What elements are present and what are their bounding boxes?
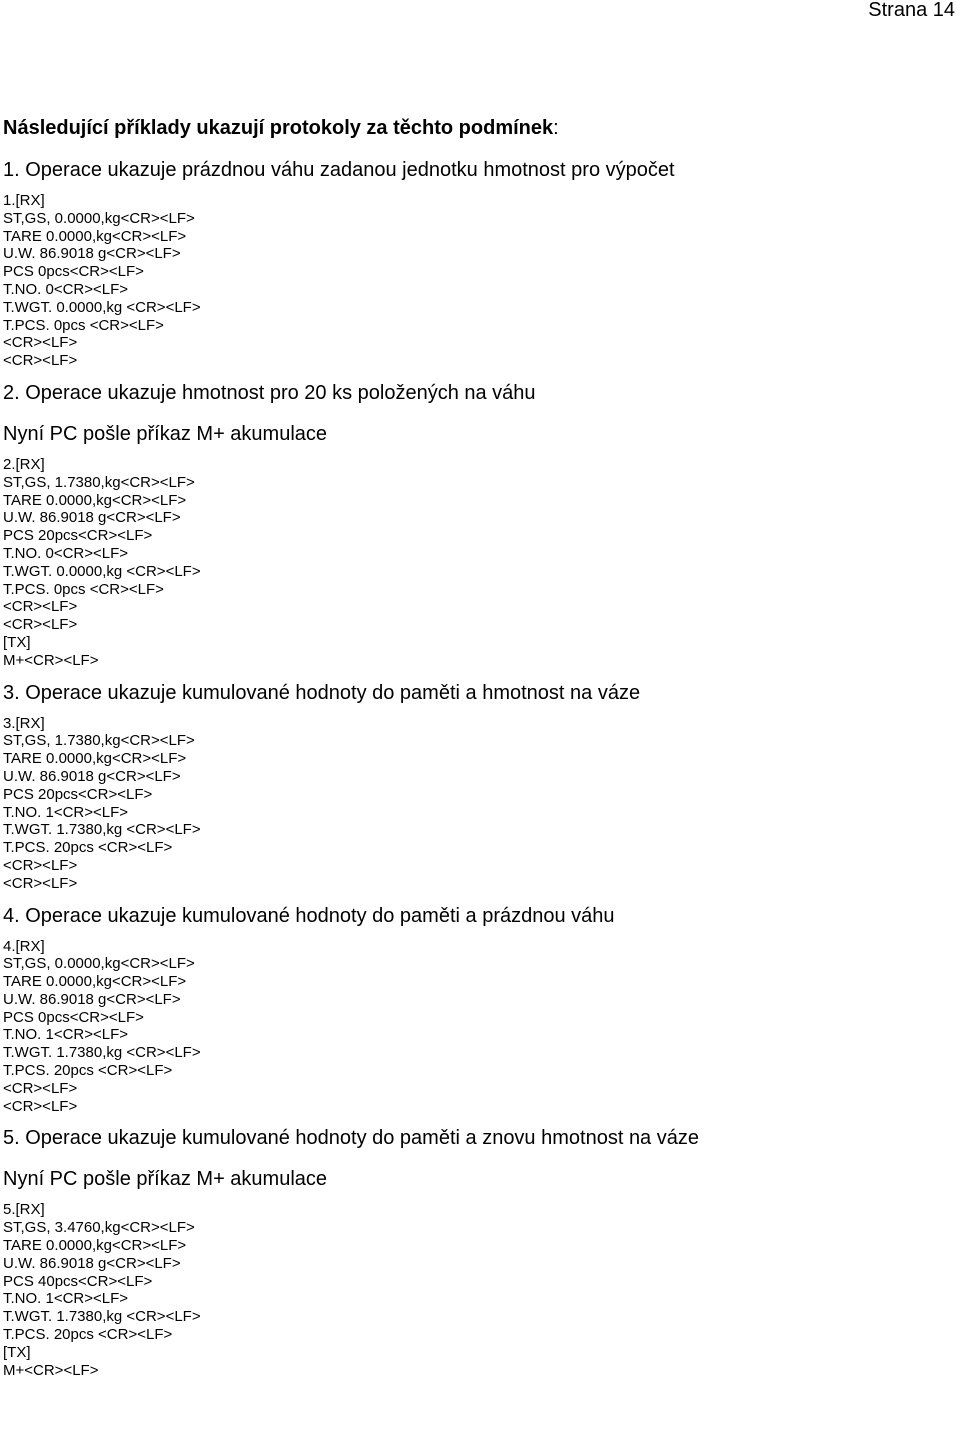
protocol-line: TARE 0.0000,kg<CR><LF> <box>3 1237 187 1255</box>
protocol-line: 3.[RX] <box>3 714 45 732</box>
operation-title: 4. Operace ukazuje kumulované hodnoty do paměti a prázdnou váhu <box>3 904 615 927</box>
operation-title: 2. Operace ukazuje hmotnost pro 20 ks položených na váhu <box>3 381 536 404</box>
protocol-line: TARE 0.0000,kg<CR><LF> <box>3 227 187 245</box>
protocol-line: TARE 0.0000,kg<CR><LF> <box>3 973 187 991</box>
protocol-line: U.W. 86.9018 g<CR><LF> <box>3 767 181 785</box>
protocol-line: <CR><LF> <box>3 352 78 370</box>
protocol-listing <box>3 456 953 670</box>
protocol-section <box>3 904 953 1116</box>
protocol-line: T.PCS. 20pcs <CR><LF> <box>3 839 173 857</box>
document-heading <box>3 116 953 140</box>
protocol-line: <CR><LF> <box>3 616 78 634</box>
protocol-line: 1.[RX] <box>3 192 45 209</box>
operation-title: 3. Operace ukazuje kumulované hodnoty do paměti a hmotnost na váze <box>3 681 641 704</box>
protocol-line: T.NO. 1<CR><LF> <box>3 1026 129 1044</box>
document-body <box>3 116 953 1390</box>
protocol-line: PCS 40pcs<CR><LF> <box>3 1272 153 1290</box>
protocol-line: <CR><LF> <box>3 1079 78 1097</box>
protocol-line: ST,GS, 3.4760,kg<CR><LF> <box>3 1219 195 1237</box>
protocol-line: PCS 20pcs<CR><LF> <box>3 785 153 803</box>
protocol-line: T.WGT. 1.7380,kg <CR><LF> <box>3 1044 201 1062</box>
protocol-line: ST,GS, 0.0000,kg<CR><LF> <box>3 209 195 227</box>
protocol-listing <box>3 1201 953 1379</box>
protocol-line: U.W. 86.9018 g<CR><LF> <box>3 509 181 527</box>
heading-text: Následující příklady ukazují protokoly za těchto podmínek <box>3 117 554 139</box>
protocol-line: U.W. 86.9018 g<CR><LF> <box>3 245 181 263</box>
protocol-line: T.WGT. 0.0000,kg <CR><LF> <box>3 298 201 316</box>
protocol-line: 4.[RX] <box>3 937 45 955</box>
protocol-line: T.PCS. 0pcs <CR><LF> <box>3 316 164 334</box>
protocol-line: ST,GS, 0.0000,kg<CR><LF> <box>3 955 195 973</box>
operation-title: 1. Operace ukazuje prázdnou váhu zadanou jednotku hmotnost pro výpočet <box>3 159 675 181</box>
protocol-line: T.WGT. 0.0000,kg <CR><LF> <box>3 562 201 580</box>
protocol-line: PCS 20pcs<CR><LF> <box>3 527 153 545</box>
protocol-line: T.PCS. 20pcs <CR><LF> <box>3 1062 173 1080</box>
protocol-line: [TX] <box>3 633 31 651</box>
protocol-line: T.PCS. 20pcs <CR><LF> <box>3 1326 173 1344</box>
protocol-line: <CR><LF> <box>3 1097 78 1115</box>
protocol-listing <box>3 715 953 893</box>
protocol-line: T.NO. 0<CR><LF> <box>3 280 129 298</box>
protocol-line: T.WGT. 1.7380,kg <CR><LF> <box>3 821 201 839</box>
protocol-line: T.WGT. 1.7380,kg <CR><LF> <box>3 1308 201 1326</box>
operation-title: 5. Operace ukazuje kumulované hodnoty do paměti a znovu hmotnost na váze <box>3 1127 699 1150</box>
protocol-listing <box>3 192 953 370</box>
protocol-line: TARE 0.0000,kg<CR><LF> <box>3 750 187 768</box>
protocol-section <box>3 158 953 370</box>
protocol-line: <CR><LF> <box>3 334 78 352</box>
protocol-line: M+<CR><LF> <box>3 1361 99 1379</box>
protocol-section <box>3 681 953 893</box>
protocol-line: T.NO. 1<CR><LF> <box>3 1290 129 1308</box>
protocol-line: T.NO. 0<CR><LF> <box>3 544 129 562</box>
protocol-listing <box>3 938 953 1116</box>
protocol-line: TARE 0.0000,kg<CR><LF> <box>3 491 187 509</box>
protocol-line: T.PCS. 0pcs <CR><LF> <box>3 580 164 598</box>
page-number: Strana 14 <box>868 0 955 21</box>
sections-container <box>3 158 953 1379</box>
protocol-line: U.W. 86.9018 g<CR><LF> <box>3 990 181 1008</box>
protocol-line: <CR><LF> <box>3 856 78 874</box>
protocol-line: <CR><LF> <box>3 874 78 892</box>
protocol-line: 5.[RX] <box>3 1201 45 1219</box>
protocol-line: PCS 0pcs<CR><LF> <box>3 1008 144 1026</box>
protocol-section <box>3 1126 953 1379</box>
protocol-line: U.W. 86.9018 g<CR><LF> <box>3 1254 181 1272</box>
protocol-section <box>3 381 953 670</box>
protocol-line: 2.[RX] <box>3 455 45 473</box>
pc-command-note: Nyní PC pošle příkaz M+ akumulace <box>3 1168 328 1191</box>
protocol-line: ST,GS, 1.7380,kg<CR><LF> <box>3 473 195 491</box>
protocol-line: ST,GS, 1.7380,kg<CR><LF> <box>3 732 195 750</box>
protocol-line: PCS 0pcs<CR><LF> <box>3 263 144 281</box>
protocol-line: <CR><LF> <box>3 598 78 616</box>
protocol-line: M+<CR><LF> <box>3 651 99 669</box>
protocol-line: T.NO. 1<CR><LF> <box>3 803 129 821</box>
pc-command-note: Nyní PC pošle příkaz M+ akumulace <box>3 422 328 445</box>
heading-colon: : <box>553 117 559 139</box>
protocol-line: [TX] <box>3 1343 31 1361</box>
